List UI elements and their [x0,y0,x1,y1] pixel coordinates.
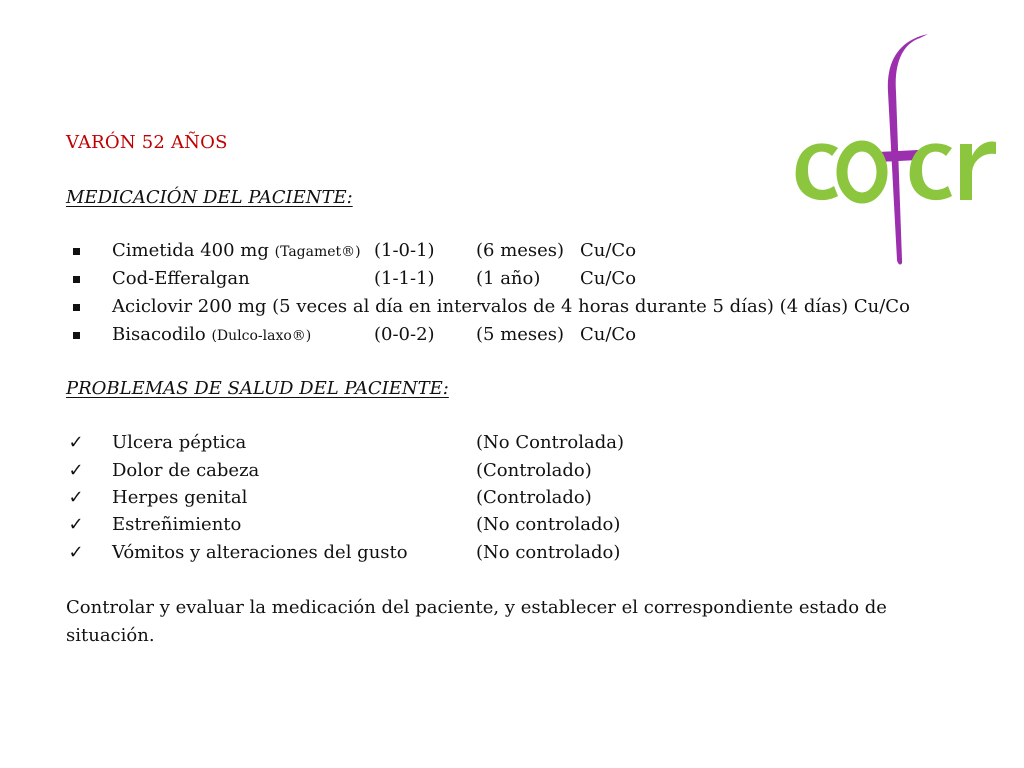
square-bullet-icon [66,322,86,348]
checkmark-icon: ✓ [68,487,84,508]
medication-name: Cimetida 400 mg [112,240,275,261]
medication-brand: (Tagamet®) [274,244,361,260]
square-bullet-icon [66,238,86,264]
medication-dose: (1-0-1) [374,240,435,261]
problem-state: (No Controlada) [476,432,624,453]
problem-state: (No controlado) [476,542,621,563]
medication-duration: (5 meses) [476,324,565,345]
checkmark-icon: ✓ [68,542,84,563]
medication-heading: MEDICACIÓN DEL PACIENTE: [66,187,353,208]
logo-letter-c1 [796,143,838,200]
medication-name: Cod-Efferalgan [112,268,250,289]
cofcr-logo [790,30,1000,270]
medication-status: Cu/Co [580,324,637,345]
problem-state: (No controlado) [476,514,621,535]
conclusion-text: Controlar y evaluar la medicación del paciente, y establecer el correspondiente estado de situación. [66,597,887,646]
checkmark-icon: ✓ [68,514,84,535]
medication-status: Cu/Co [580,268,637,289]
logo-letter-r [960,142,996,200]
medication-duration: (6 meses) [476,240,565,261]
medication-dose: (1-1-1) [374,268,435,289]
medication-duration: (1 año) [476,268,541,289]
problem-name: Vómitos y alteraciones del gusto [112,542,408,563]
checkmark-icon: ✓ [68,432,84,453]
medication-status: Cu/Co [580,240,637,261]
logo-letter-o [842,146,882,198]
medication-brand: (Dulco-laxo®) [211,328,312,344]
problem-name: Ulcera péptica [112,432,247,453]
problem-name: Herpes genital [112,487,248,508]
medication-name: Aciclovir 200 mg (5 veces al día en intervalos de 4 horas durante 5 días) (4 días) Cu/Co [112,296,910,317]
problem-name: Estreñimiento [112,514,242,535]
problems-heading: PROBLEMAS DE SALUD DEL PACIENTE: [66,378,449,399]
medication-name: Bisacodilo [112,324,212,345]
patient-title: VARÓN 52 AÑOS [66,132,228,153]
checkmark-icon: ✓ [68,460,84,481]
problem-state: (Controlado) [476,487,592,508]
medication-dose: (0-0-2) [374,324,435,345]
square-bullet-icon [66,294,86,320]
problem-name: Dolor de cabeza [112,460,260,481]
square-bullet-icon [66,266,86,292]
problem-state: (Controlado) [476,460,592,481]
